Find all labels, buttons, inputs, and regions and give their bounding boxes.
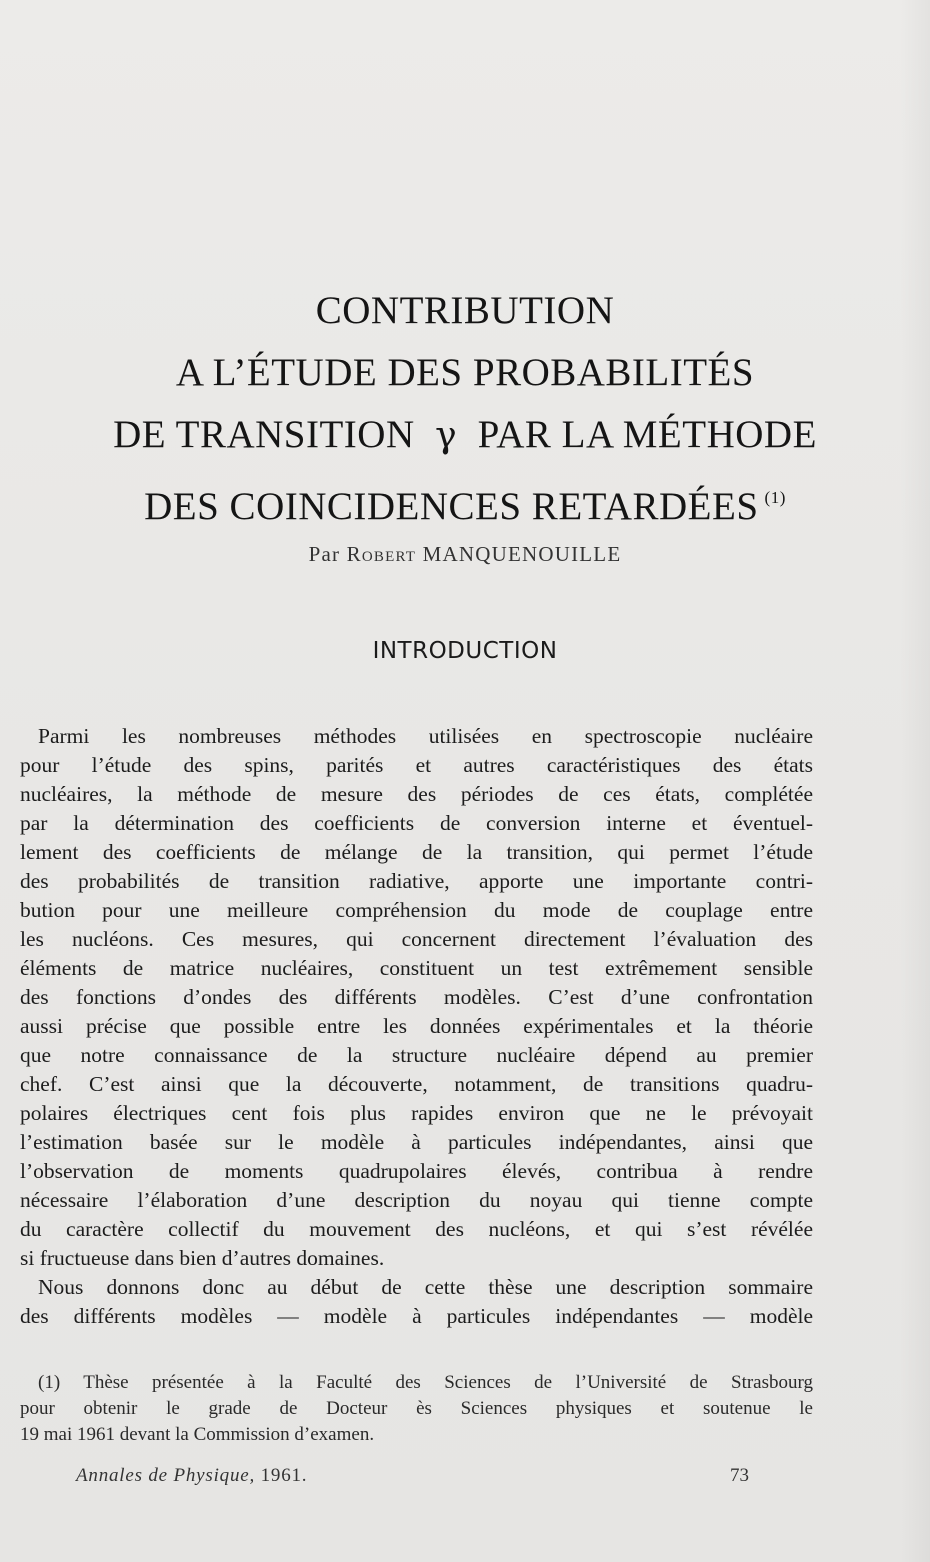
- title-line-3-start: DE TRANSITION: [113, 413, 415, 456]
- body-line: des différents modèles — modèle à particules indépendantes — modèle: [20, 1304, 813, 1328]
- body-line: des probabilités de transition radiative, apporte une importante contri-: [20, 869, 813, 893]
- body-line: l’estimation basée sur le modèle à particules indépendantes, ainsi que: [20, 1130, 813, 1154]
- title-line-4-text: DES COINCIDENCES RETARDÉES: [144, 485, 759, 528]
- journal-year: 1961.: [260, 1465, 308, 1486]
- body-line: Nous donnons donc au début de cette thèse une description sommaire: [38, 1275, 813, 1299]
- body-line: aussi précise que possible entre les données expérimentales et la théorie: [20, 1014, 813, 1038]
- body-line: éléments de matrice nucléaires, constituent un test extrêmement sensible: [20, 956, 813, 980]
- body-text: [20, 722, 813, 1331]
- body-line: nucléaires, la méthode de mesure des périodes de ces états, complétée: [20, 782, 813, 806]
- section-heading: INTRODUCTION: [372, 638, 558, 664]
- body-line: du caractère collectif du mouvement des nucléons, et qui s’est révélée: [20, 1217, 813, 1241]
- author-line: [0, 542, 930, 567]
- body-line: bution pour une meilleure compréhension du mode de couplage entre: [20, 898, 813, 922]
- page-edge-shadow: [900, 0, 930, 1562]
- footnote-line: (1) Thèse présentée à la Faculté des Sciences de l’Université de Strasbourg: [38, 1372, 813, 1393]
- author-first-name: Robert: [346, 542, 417, 566]
- title-line-4: [0, 467, 930, 538]
- footnote-line: 19 mai 1961 devant la Commission d’examen.: [20, 1424, 375, 1445]
- body-line: chef. C’est ainsi que la découverte, notamment, de transitions quadru-: [20, 1072, 813, 1096]
- body-line: des fonctions d’ondes des différents modèles. C’est d’une confrontation: [20, 985, 813, 1009]
- author-prefix: Par: [308, 542, 341, 566]
- body-line: polaires électriques cent fois plus rapides environ que ne le prévoyait: [20, 1101, 813, 1125]
- body-line: nécessaire l’élaboration d’une description du noyau qui tienne compte: [20, 1188, 813, 1212]
- body-line: Parmi les nombreuses méthodes utilisées en spectroscopie nucléaire: [38, 724, 813, 748]
- body-line: par la détermination des coefficients de conversion interne et éventuel-: [20, 811, 813, 835]
- title-footnote-mark: (1): [764, 488, 786, 507]
- body-line: pour l’étude des spins, parités et autres caractéristiques des états: [20, 753, 813, 777]
- page-number: 73: [730, 1465, 749, 1486]
- body-line: les nucléons. Ces mesures, qui concernent directement l’évaluation des: [20, 927, 813, 951]
- footnote: [20, 1370, 813, 1448]
- title-line-2: A L’ÉTUDE DES PROBABILITÉS: [175, 351, 755, 394]
- title-line-3-end: PAR LA MÉTHODE: [477, 413, 817, 456]
- title-line-3: [0, 404, 930, 467]
- paper-title: [0, 280, 930, 538]
- body-line: si fructueuse dans bien d’autres domaines.: [20, 1246, 385, 1270]
- journal-reference: [76, 1465, 307, 1487]
- title-line-1: CONTRIBUTION: [315, 289, 615, 332]
- author-last-name: MANQUENOUILLE: [422, 542, 622, 566]
- gamma-symbol: γ: [435, 415, 458, 456]
- body-line: l’observation de moments quadrupolaires élevés, contribua à rendre: [20, 1159, 813, 1183]
- journal-name: Annales de Physique,: [76, 1465, 256, 1486]
- body-line: lement des coefficients de mélange de la transition, qui permet l’étude: [20, 840, 813, 864]
- body-line: que notre connaissance de la structure nucléaire dépend au premier: [20, 1043, 813, 1067]
- footnote-line: pour obtenir le grade de Docteur ès Sciences physiques et soutenue le: [20, 1398, 813, 1419]
